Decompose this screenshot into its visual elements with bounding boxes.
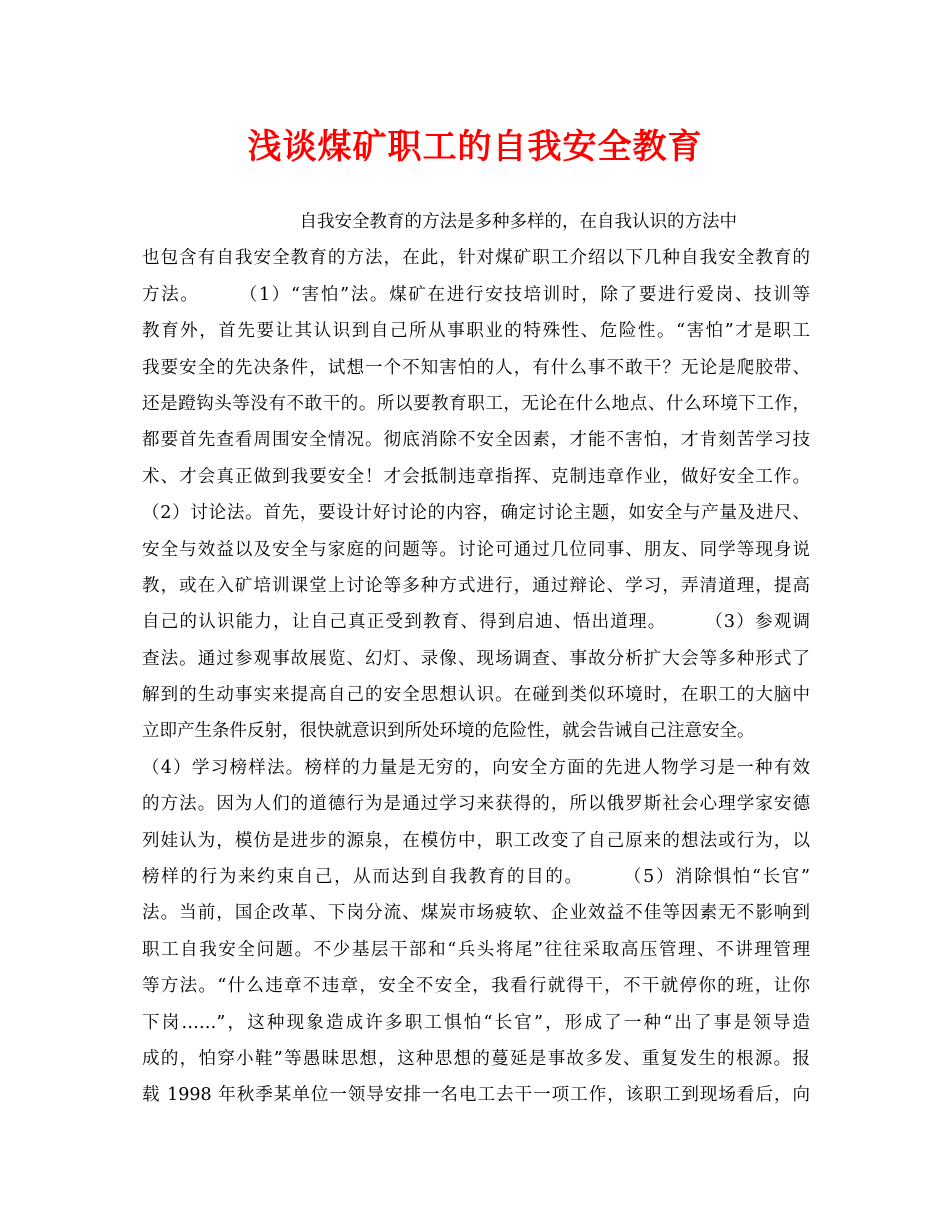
text-line: 等方法。“什么违章不违章，安全不安全，我看行就得干，不干就停你的班，让你 — [142, 976, 810, 997]
text-line: （2）讨论法。首先，要设计好讨论的内容，确定讨论主题，如安全与产量及进尺、 — [142, 503, 810, 524]
text-line: 载 1998 年秋季某单位一领导安排一名电工去干一项工作，该职工到现场看后，向 — [142, 1085, 810, 1106]
article-body — [142, 204, 810, 1114]
text-line: 我要安全的先决条件，试想一个不知害怕的人，有什么事不敢干？无论是爬胶带、 — [142, 357, 810, 378]
text-line: 教育外，首先要让其认识到自己所从事职业的特殊性、危险性。“害怕”才是职工 — [142, 321, 810, 342]
text-line: 解到的生动事实来提高自己的安全思想认识。在碰到类似环境时，在职工的大脑中 — [142, 685, 810, 706]
text-line: 法。当前，国企改革、下岗分流、煤炭市场疲软、企业效益不佳等因素无不影响到 — [142, 903, 810, 924]
text-line: 职工自我安全问题。不少基层干部和“兵头将尾”往往采取高压管理、不讲理管理 — [142, 939, 810, 960]
text-line: 教，或在入矿培训课堂上讨论等多种方式进行，通过辩论、学习，弄清道理，提高 — [142, 575, 810, 596]
text-line: 自己的认识能力，让自己真正受到教育、得到启迪、悟出道理。 （3）参观调 — [142, 612, 810, 633]
text-line: （4）学习榜样法。榜样的力量是无穷的，向安全方面的先进人物学习是一种有效 — [142, 757, 810, 778]
text-line: 都要首先查看周围安全情况。彻底消除不安全因素，才能不害怕，才肯刻苦学习技 — [142, 430, 810, 451]
text-line: 术、才会真正做到我要安全！才会抵制违章指挥、克制违章作业，做好安全工作。 — [142, 466, 810, 487]
text-line: 的方法。因为人们的道德行为是通过学习来获得的，所以俄罗斯社会心理学家安德 — [142, 794, 810, 815]
document-title: 浅谈煤矿职工的自我安全教育 — [247, 127, 703, 167]
text-line: 成的，怕穿小鞋”等愚昧思想，这种思想的蔓延是事故多发、重复发生的根源。报 — [142, 1048, 810, 1069]
text-line: 下岗……”，这种现象造成许多职工惧怕“长官”，形成了一种“出了事是领导造 — [142, 1012, 810, 1033]
text-line: 也包含有自我安全教育的方法，在此，针对煤矿职工介绍以下几种自我安全教育的 — [142, 248, 810, 269]
text-line: 安全与效益以及安全与家庭的问题等。讨论可通过几位同事、朋友、同学等现身说 — [142, 539, 810, 560]
text-line: 查法。通过参观事故展览、幻灯、录像、现场调查、事故分析扩大会等多种形式了 — [142, 648, 810, 669]
text-line: 自我安全教育的方法是多种多样的，在自我认识的方法中 — [142, 212, 737, 232]
text-line: 还是蹬钩头等没有不敢干的。所以要教育职工，无论在什么地点、什么环境下工作， — [142, 393, 810, 414]
text-line: 立即产生条件反射，很快就意识到所处环境的危险性，就会告诫自己注意安全。 — [142, 721, 755, 742]
text-line: 方法。 （1）“害怕”法。煤矿在进行安技培训时，除了要进行爱岗、技训等 — [142, 284, 810, 305]
text-line: 列娃认为，模仿是进步的源泉，在模仿中，职工改变了自己原来的想法或行为，以 — [142, 830, 810, 851]
text-line: 榜样的行为来约束自己，从而达到自我教育的目的。 （5）消除惧怕“长官” — [142, 867, 810, 888]
